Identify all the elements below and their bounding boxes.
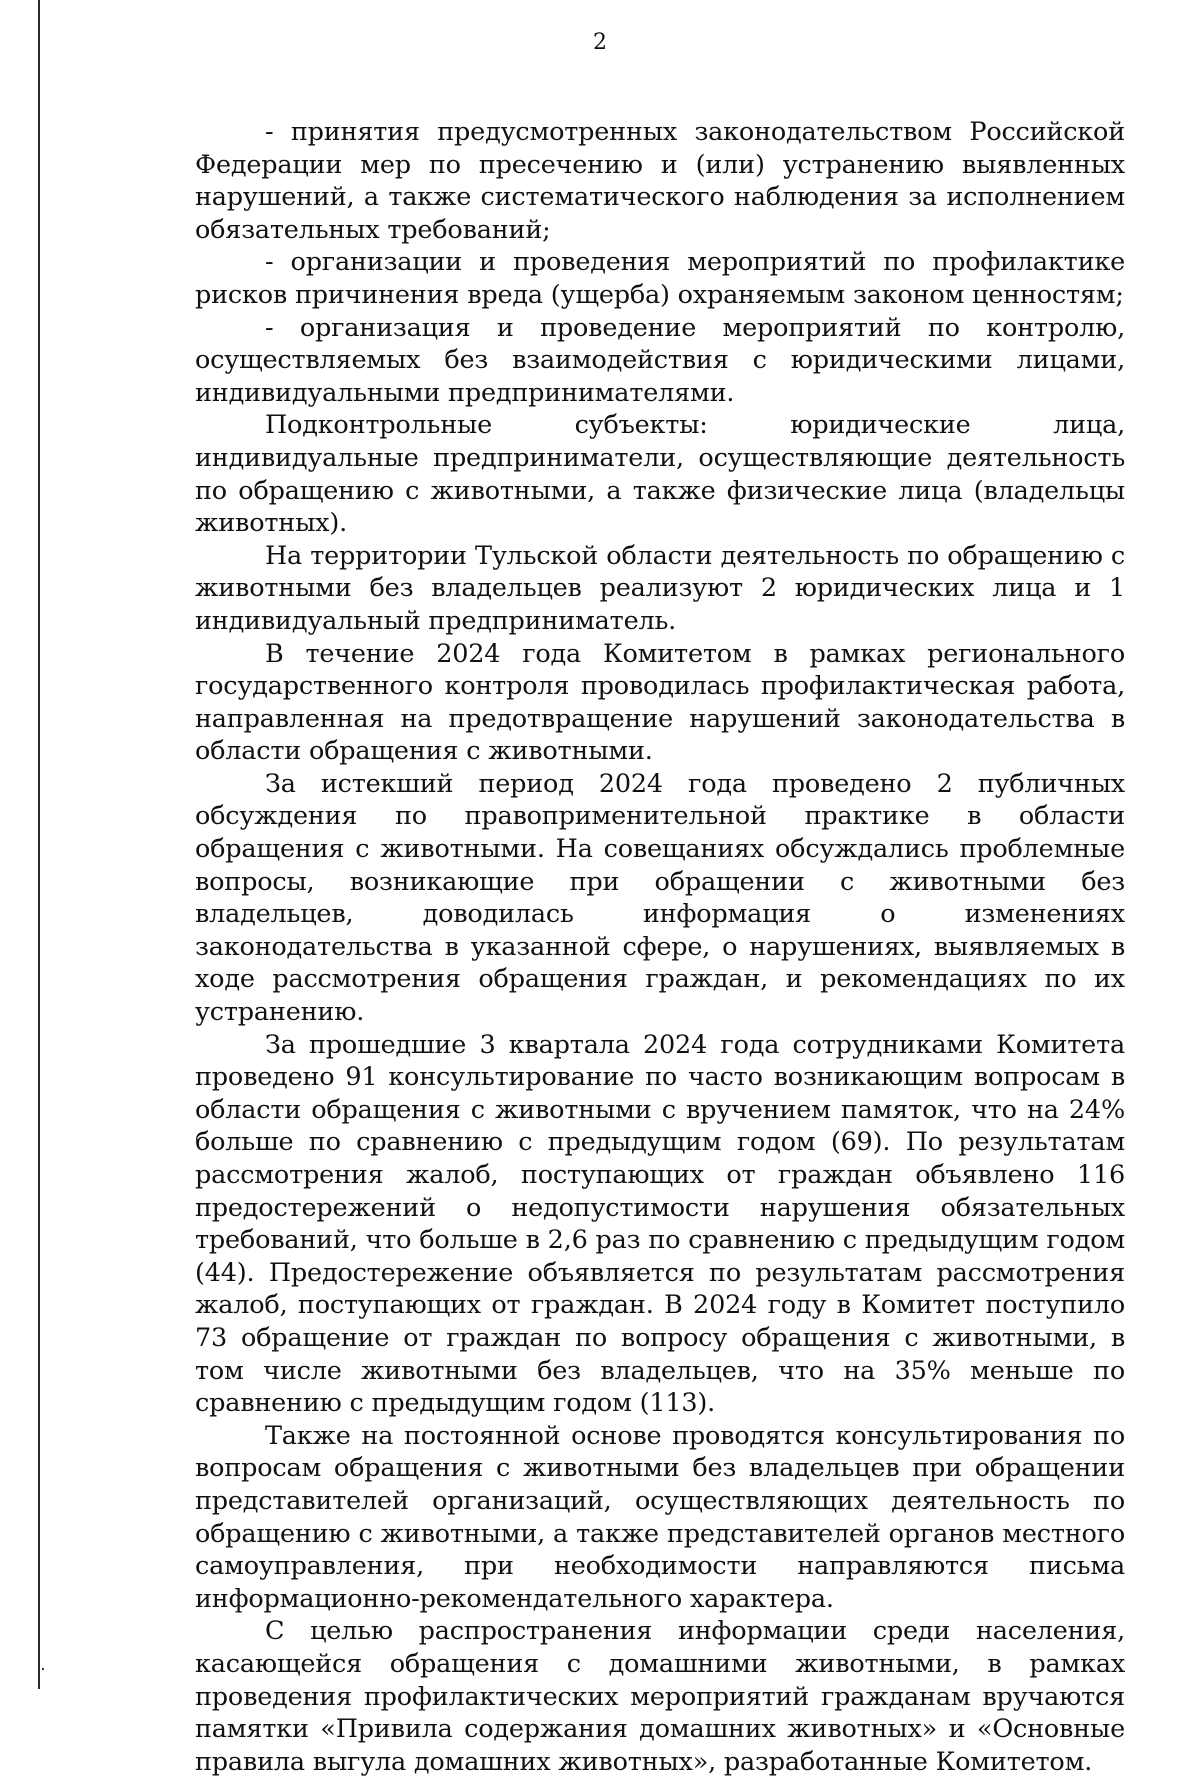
paragraph-tula-region: На территории Тульской области деятельность по обращению с животными без владельцев реализуют 2 юридических лица и 1 индивидуальный предприниматель.	[195, 540, 1125, 636]
document-body	[195, 116, 1125, 1778]
paragraph-control-list-item: - организация и проведение мероприятий по контролю, осуществляемых без взаимодействия с юридическими лицами, индивидуальными предпринимателями.	[195, 312, 1125, 408]
paragraph-measures-list-item: - принятия предусмотренных законодательством Российской Федерации мер по пресечению и (или) устранению выявленных нарушений, а также систематического наблюдения за исполнением обязательных требований;	[195, 117, 1125, 245]
scan-artifact	[42, 1668, 44, 1670]
paragraph-ongoing-consultations: Также на постоянной основе проводятся консультирования по вопросам обращения с животными без владельцев при обращении представителей организаций, осуществляющих деятельность по обращению с животными, а также представителей органов местного самоуправления, при необходимости направляются письма информационно-рекомендательного характера.	[195, 1420, 1125, 1614]
page-number: 2	[593, 30, 607, 55]
paragraph-preventive-work: В течение 2024 года Комитетом в рамках регионального государственного контроля проводилась профилактическая работа, направленная на предотвращение нарушений законодательства в области обращения с животными.	[195, 638, 1125, 767]
paragraph-consultations-statistics: За прошедшие 3 квартала 2024 года сотрудниками Комитета проведено 91 консультирование по часто возникающим вопросам в области обращения с животными с вручением памяток, что на 24% больше по сравнению с предыдущим годом (69). По результатам рассмотрения жалоб, поступающих от граждан объявлено 116 предостережений о недопустимости нарушения обязательных требований, что больше в 2,6 раз по сравнению с предыдущим годом (44). Предостережение объявляется по результатам рассмотрения жалоб, поступающих от граждан. В 2024 году в Комитет поступило 73 обращение от граждан по вопросу обращения с животными, в том числе животными без владельцев, что на 35% меньше по сравнению с предыдущим годом (113).	[195, 1029, 1125, 1419]
left-margin-line	[38, 0, 40, 1689]
paragraph-public-discussions: За истекший период 2024 года проведено 2 публичных обсуждения по правоприменительной практике в области обращения с животными. На совещаниях обсуждались проблемные вопросы, возникающие при обращении с животными без владельцев, доводилась информация о изменениях законодательства в указанной сфере, о нарушениях, выявляемых в ходе рассмотрения обращения граждан, и рекомендациях по их устранению.	[195, 768, 1125, 1028]
paragraph-information-leaflets: С целью распространения информации среди населения, касающейся обращения с домашними животными, в рамках проведения профилактических мероприятий гражданам вручаются памятки «Привила содержания домашних животных» и «Основные правила выгула домашних животных», разработанные Комитетом.	[195, 1616, 1125, 1777]
paragraph-controlled-subjects: Подконтрольные субъекты: юридические лица, индивидуальные предприниматели, осуществляющие деятельность по обращению с животными, а также физические лица (владельцы животных).	[195, 410, 1125, 539]
paragraph-prevention-list-item: - организации и проведения мероприятий по профилактике рисков причинения вреда (ущерба) охраняемым законом ценностям;	[195, 247, 1125, 310]
